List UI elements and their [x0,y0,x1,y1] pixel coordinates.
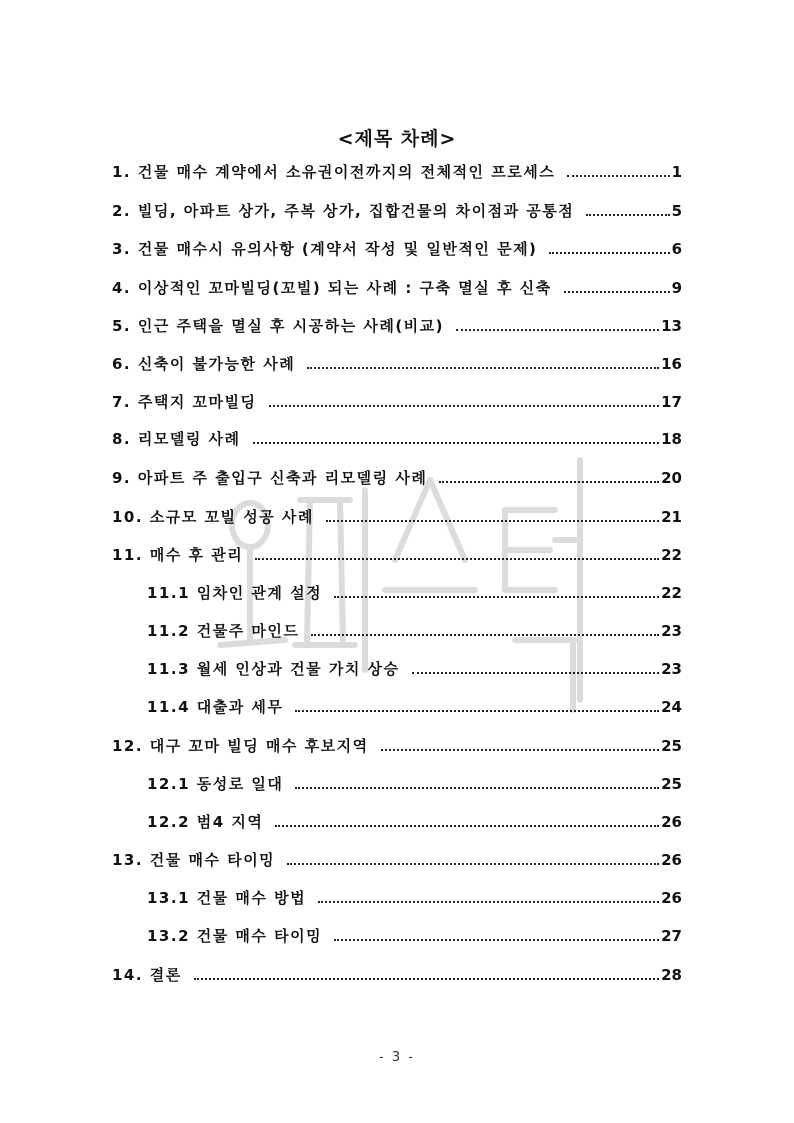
toc-entry-title: 12. 대구 꼬마 빌딩 매수 후보지역 [112,737,369,755]
toc-subentry[interactable] [147,697,682,717]
toc-entry[interactable] [112,850,682,870]
toc-leader-dots [567,175,669,177]
toc-leader-dots [381,749,660,751]
toc-entry[interactable] [112,429,682,449]
toc-subentry[interactable] [147,812,682,832]
toc-entry-title: 3. 건물 매수시 유의사항 (계약서 작성 및 일반적인 문제) [112,240,538,258]
toc-entry-title: 4. 이상적인 꼬마빌딩(꼬빌) 되는 사례 : 구축 멸실 후 신축 [112,279,552,297]
toc-entry[interactable] [112,468,682,488]
toc-entry[interactable] [112,316,682,336]
toc-entry[interactable] [112,545,682,565]
toc-leader-dots [295,710,659,712]
toc-entry-page: 23 [661,622,682,640]
toc-entry-title: 13.2 건물 매수 타이밍 [147,927,323,945]
toc-entry-title: 2. 빌딩, 아파트 상가, 주복 상가, 집합건물의 차이점과 공통점 [112,202,575,220]
toc-entry-title: 13.1 건물 매수 방법 [147,889,307,907]
toc-subentry[interactable] [147,774,682,794]
toc-entry-title: 10. 소규모 꼬빌 성공 사례 [112,508,314,526]
toc-entry-title: 11.4 대출과 세무 [147,698,284,716]
toc-entry-page: 26 [661,851,682,869]
toc-entry-page: 22 [661,584,682,602]
toc-entry-page: 18 [661,430,682,448]
toc-entry-page: 25 [661,737,682,755]
toc-leader-dots [334,939,659,941]
toc-entry-title: 8. 리모델링 사례 [112,430,241,448]
toc-entry[interactable] [112,278,682,298]
toc-leader-dots [564,291,670,293]
toc-leader-dots [586,214,669,216]
toc-entry-page: 26 [661,813,682,831]
toc-leader-dots [194,978,659,980]
toc-leader-dots [287,863,659,865]
toc-entry[interactable] [112,965,682,985]
toc-leader-dots [456,329,659,331]
toc-entry-page: 21 [661,508,682,526]
toc-leader-dots [549,252,669,254]
toc-entry-title: 13. 건물 매수 타이밍 [112,851,276,869]
toc-entry[interactable] [112,162,682,182]
toc-entry[interactable] [112,392,682,412]
toc-entry-title: 7. 주택지 꼬마빌딩 [112,393,257,411]
toc-entry[interactable] [112,736,682,756]
toc-subentry[interactable] [147,926,682,946]
toc-leader-dots [326,520,659,522]
toc-entry-title: 11.3 월세 인상과 건물 가치 상승 [147,660,400,678]
toc-leader-dots [295,787,659,789]
toc-leader-dots [334,596,659,598]
toc-entry-title: 12.2 범4 지역 [147,813,264,831]
toc-leader-dots [253,442,660,444]
toc-entry[interactable] [112,239,682,259]
toc-entry-page: 25 [661,775,682,793]
toc-subentry[interactable] [147,888,682,908]
toc-leader-dots [439,481,659,483]
toc-entry-title: 12.1 동성로 일대 [147,775,284,793]
toc-entry-title: 11.1 임차인 관계 설정 [147,584,323,602]
toc-leader-dots [269,405,660,407]
toc-entry-title: 11.2 건물주 마인드 [147,622,300,640]
toc-entry-page: 24 [661,698,682,716]
toc-entry-page: 13 [661,317,682,335]
toc-entry[interactable] [112,354,682,374]
page-number: - 3 - [379,1050,415,1065]
toc-entry-title: 14. 결론 [112,966,182,984]
toc-entry-page: 20 [661,469,682,487]
toc-subentry[interactable] [147,659,682,679]
toc-entry-title: 1. 건물 매수 계약에서 소유권이전까지의 전체적인 프로세스 [112,163,556,181]
toc-leader-dots [307,367,659,369]
toc-title: <제목 차례> [337,128,457,150]
toc-entry[interactable] [112,507,682,527]
toc-entry-page: 28 [661,966,682,984]
toc-entry-title: 5. 인근 주택을 멸실 후 시공하는 사례(비교) [112,317,445,335]
toc-entry-page: 23 [661,660,682,678]
toc-subentry[interactable] [147,621,682,641]
toc-entry-page: 1 [671,163,682,181]
toc-entry-page: 22 [661,546,682,564]
toc-entry-page: 17 [661,393,682,411]
toc-entry-title: 9. 아파트 주 출입구 신축과 리모델링 사례 [112,469,428,487]
toc-subentry[interactable] [147,583,682,603]
toc-entry-page: 27 [661,927,682,945]
toc-entry-page: 16 [661,355,682,373]
toc-leader-dots [255,558,659,560]
toc-leader-dots [275,825,659,827]
toc-entry-title: 6. 신축이 불가능한 사례 [112,355,296,373]
toc-entry-page: 5 [671,202,682,220]
toc-entry-page: 6 [671,240,682,258]
toc-leader-dots [318,901,659,903]
toc-entry-page: 9 [671,279,682,297]
toc-entry-title: 11. 매수 후 관리 [112,546,244,564]
toc-entry-page: 26 [661,889,682,907]
toc-leader-dots [311,634,659,636]
toc-leader-dots [412,672,660,674]
toc-entry[interactable] [112,201,682,221]
